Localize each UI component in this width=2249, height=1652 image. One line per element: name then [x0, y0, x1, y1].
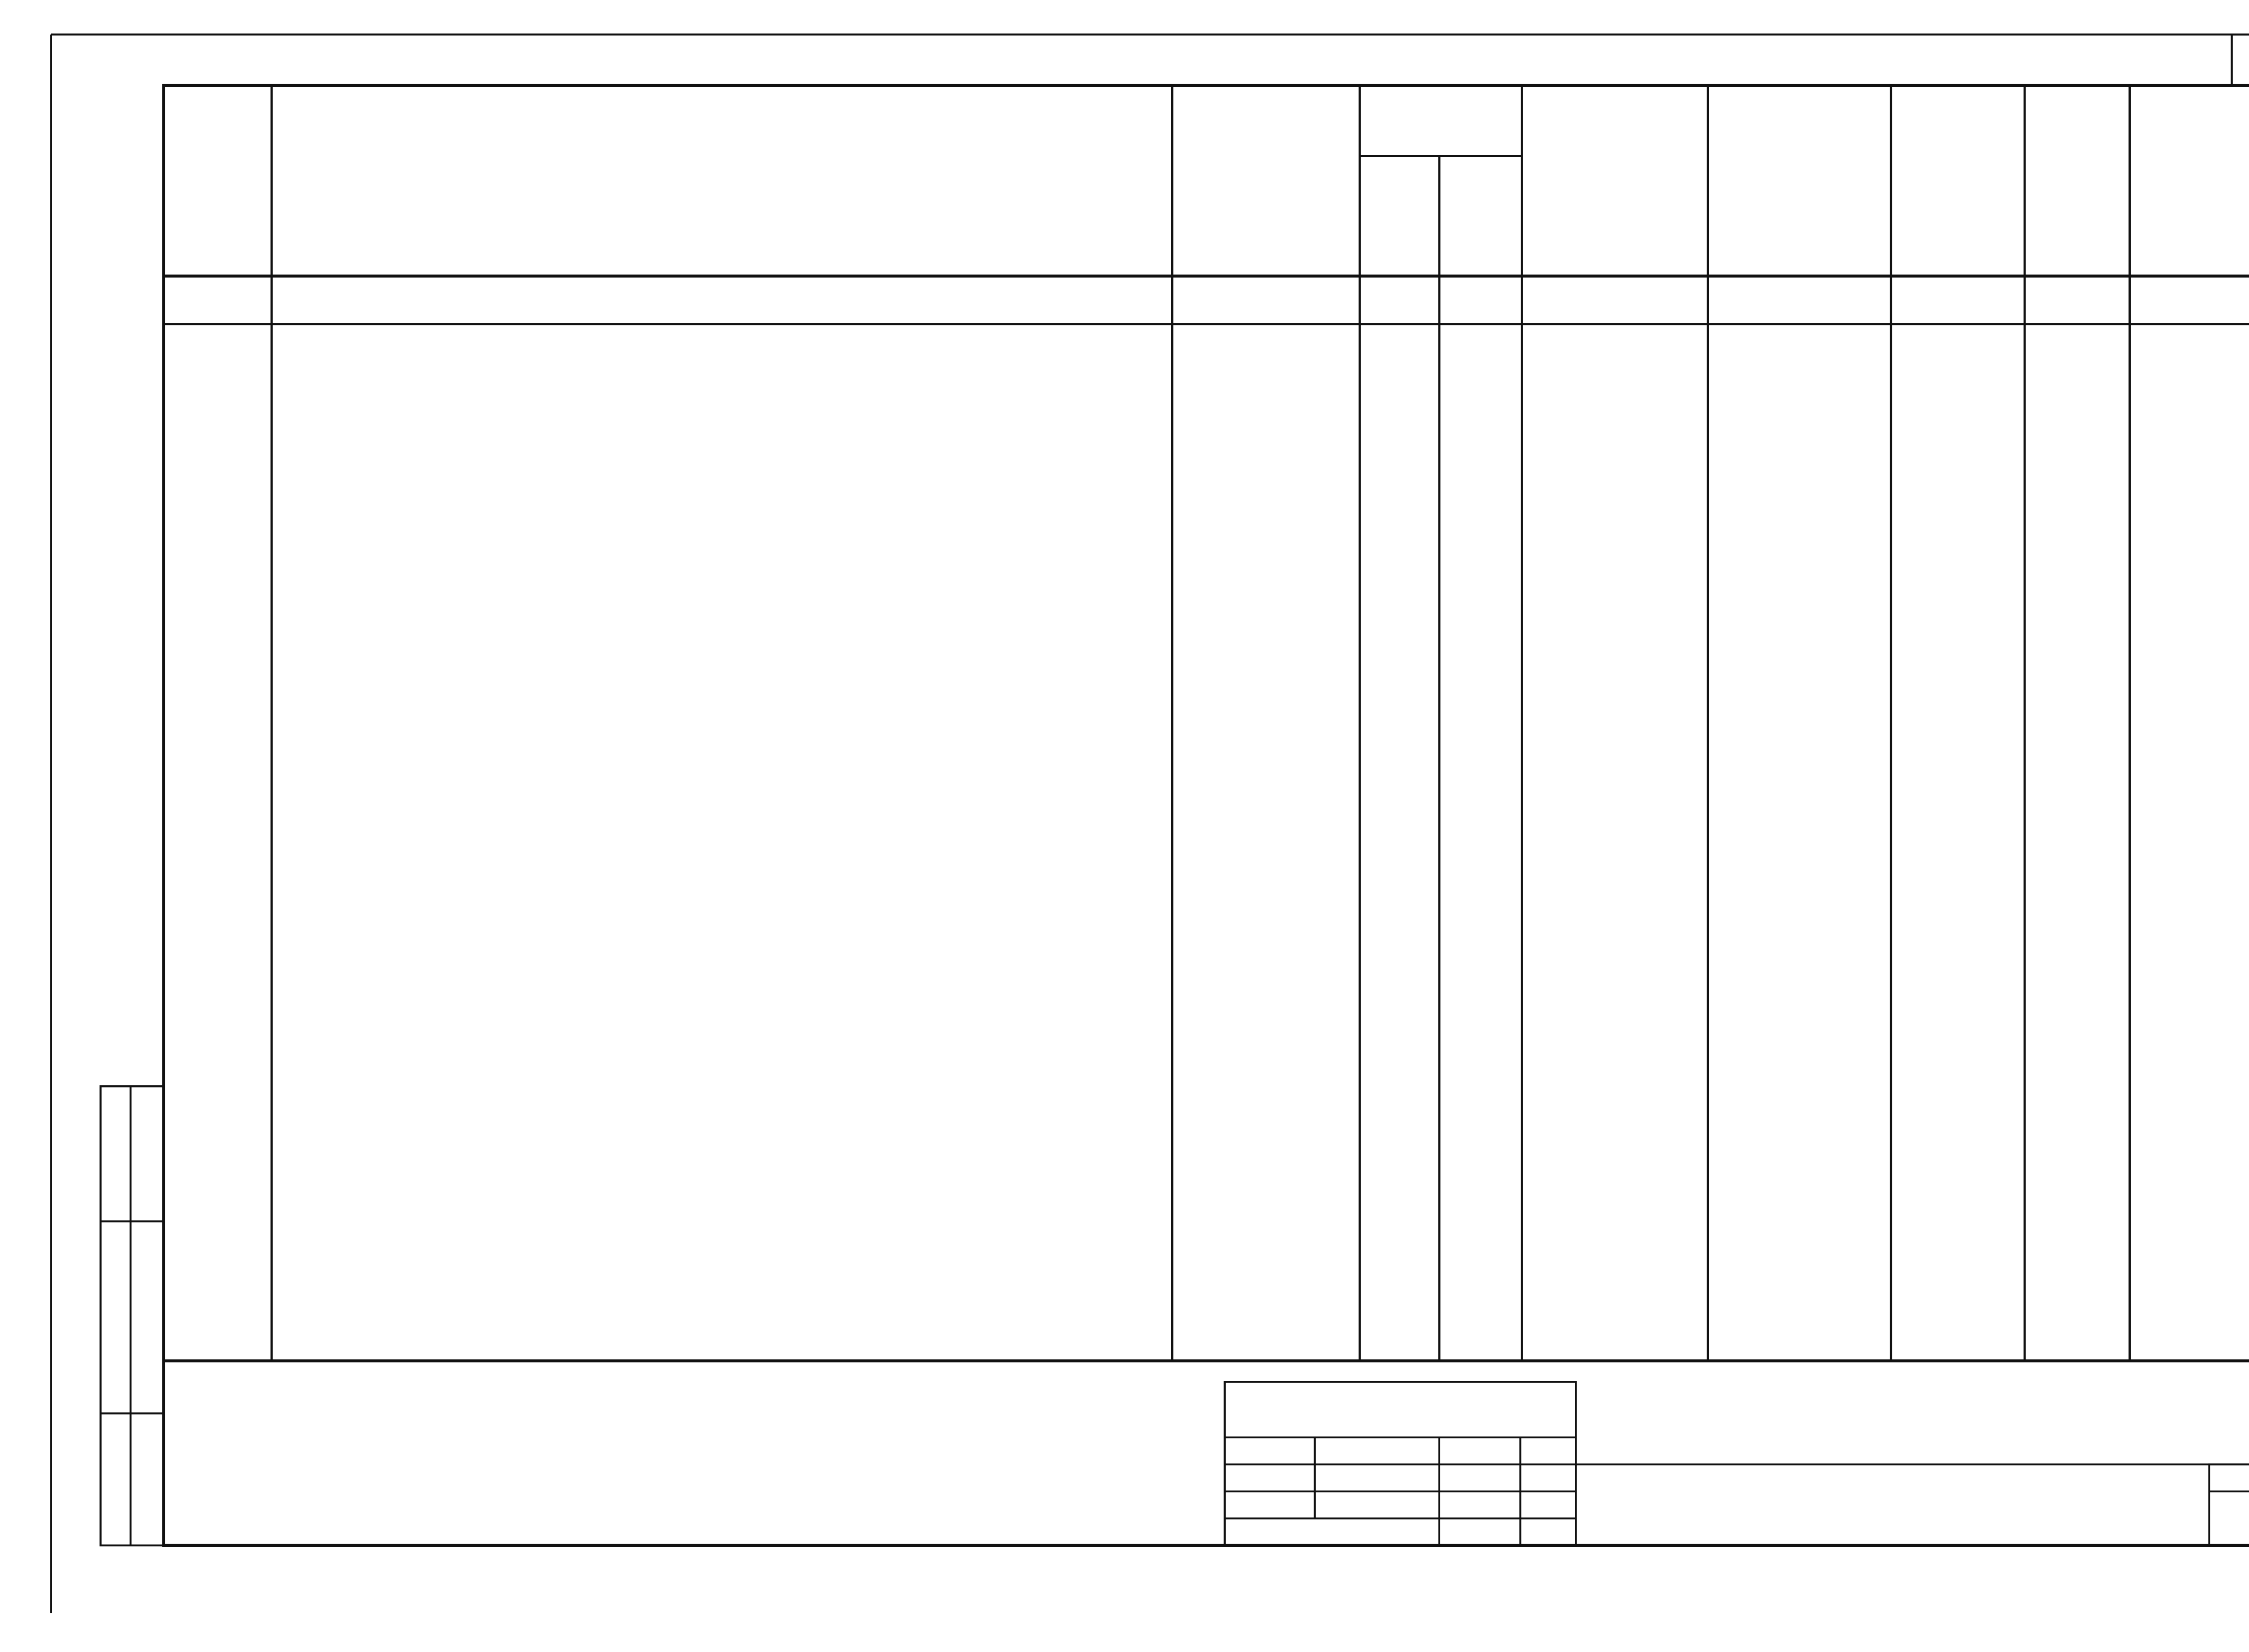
title-block	[1225, 1382, 2249, 1545]
